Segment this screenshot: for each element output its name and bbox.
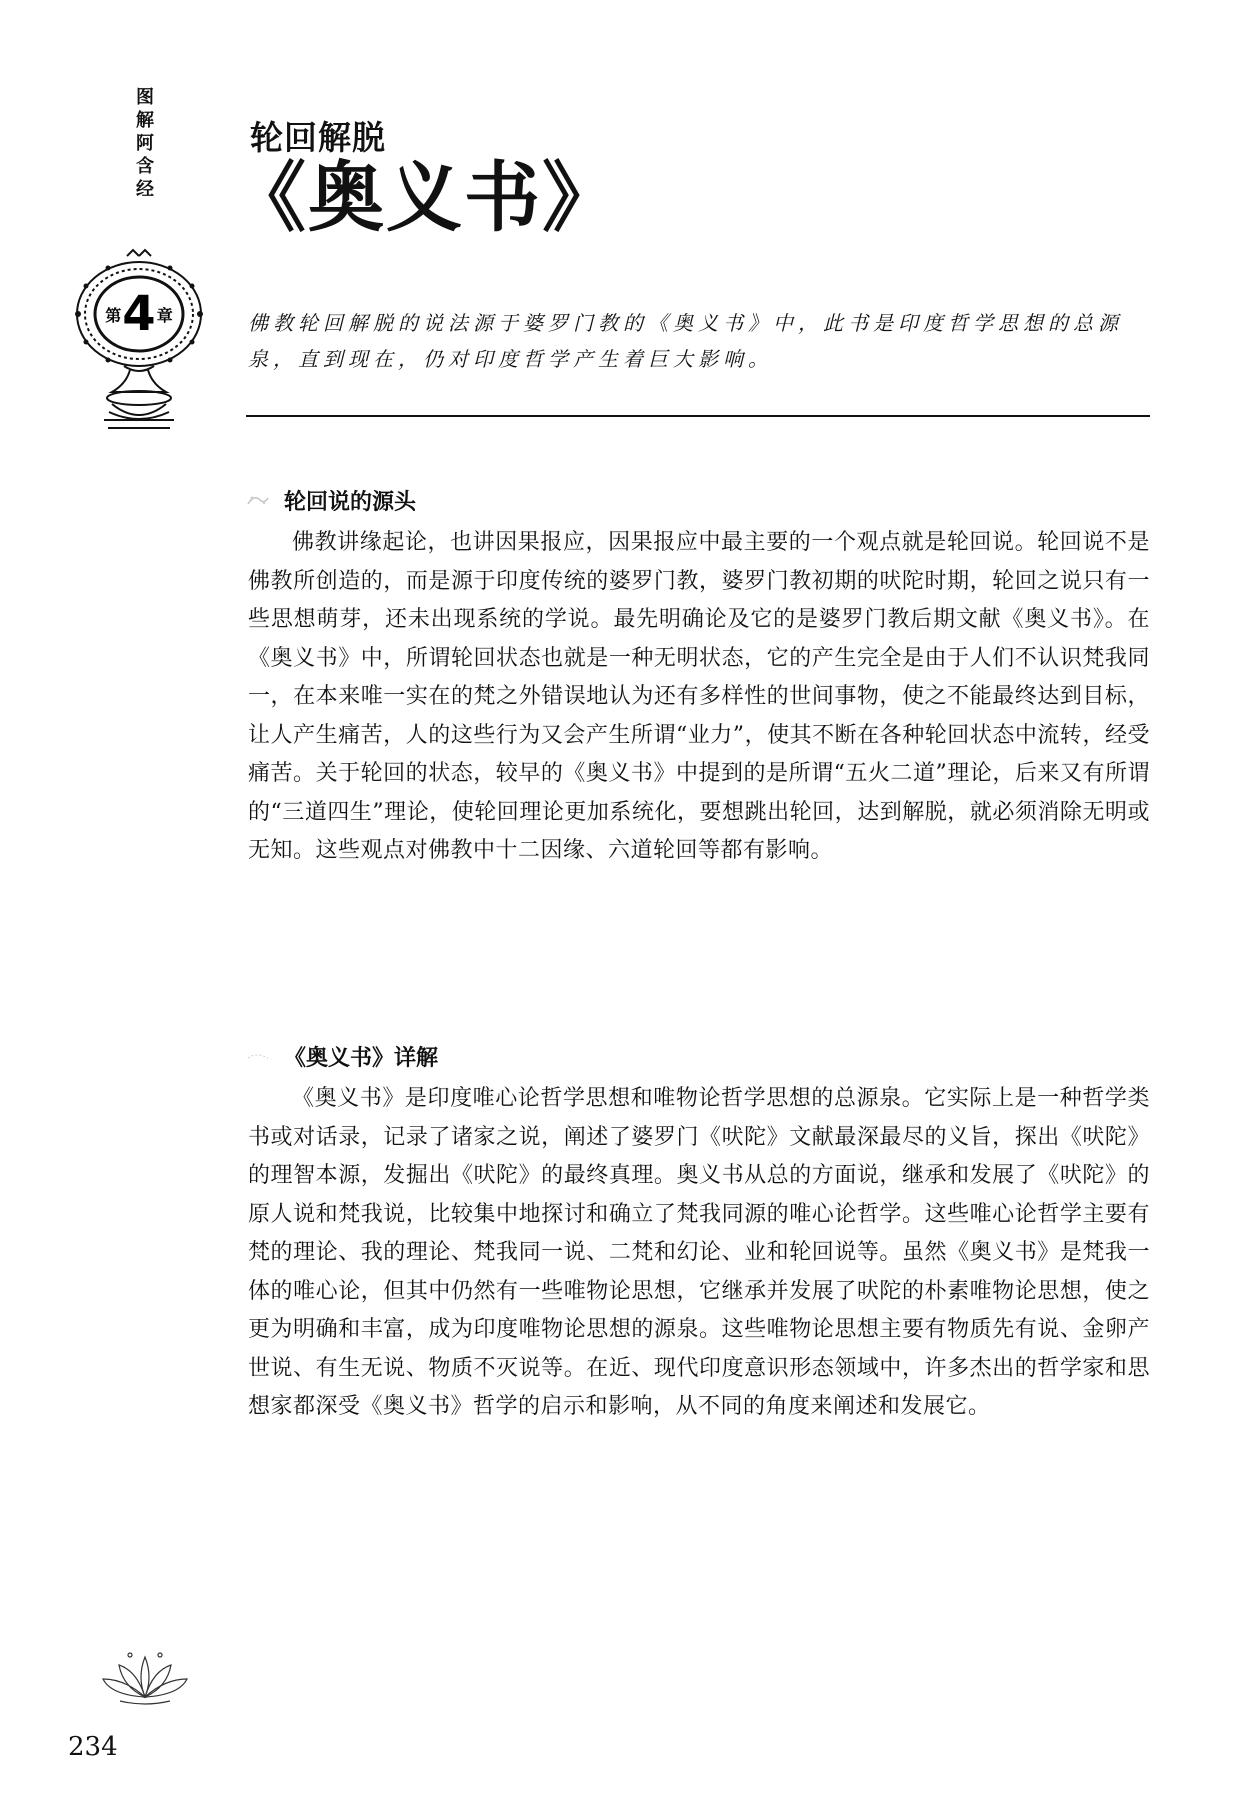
book-title-char: 经 xyxy=(136,179,154,200)
section-body: 《奥义书》是印度唯心论哲学思想和唯物论哲学思想的总源泉。它实际上是一种哲学类书或对话录，记录了诸家之说，阐述了婆罗门《吠陀》文献最深最尽的义旨，探出《吠陀》的理智本源，发掘出《吠陀》的最终真理。奥义书从总的方面说，继承和发展了《吠陀》的原人说和梵我说，比较集中地探讨和确立了梵我同源的唯心论哲学。这些唯心论哲学主要有梵的理论、我的理论、梵我同一说、二梵和幻论、业和轮回说等。虽然《奥义书》是梵我一体的唯心论，但其中仍然有一些唯物论思想，它继承并发展了吠陀的朴素唯物论思想，使之更为明确和丰富，成为印度唯物论思想的源泉。这些唯物论思想主要有物质先有说、金卵产世说、有生无说、物质不灭说等。在近、现代印度意识形态领域中，许多杰出的哲学家和思想家都深受《奥义书》哲学的启示和影响，从不同的角度来阐述和发展它。 xyxy=(248,1086,1150,1419)
section-heading-text: 《奥义书》详解 xyxy=(284,1045,439,1071)
chapter-emblem xyxy=(64,248,214,438)
book-title-char: 阿 xyxy=(136,133,154,154)
book-title-char: 解 xyxy=(136,110,154,131)
intro-paragraph: 佛教轮回解脱的说法源于婆罗门教的《奥义书》中，此书是印度哲学思想的总源泉，直到现在，仍对印度哲学产生着巨大影响。 xyxy=(248,311,1123,371)
chapter-kicker: 轮回解脱 xyxy=(250,118,386,157)
section-body: 佛教讲缘起论，也讲因果报应，因果报应中最主要的一个观点就是轮回说。轮回说不是佛教所创造的，而是源于印度传统的婆罗门教，婆罗门教初期的吠陀时期，轮回之说只有一些思想萌芽，还未出现系统的学说。最先明确论及它的是婆罗门教后期文献《奥义书》。在《奥义书》中，所谓轮回状态也就是一种无明状态，它的产生完全是由于人们不认识梵我同一，在本来唯一实在的梵之外错误地认为还有多样性的世间事物，使之不能最终达到目标，让人产生痛苦，人的这些行为又会产生所谓“业力”，使其不断在各种轮回状态中流转，经受痛苦。关于轮回的状态，较早的《奥义书》中提到的是所谓“五火二道”理论，后来又有所谓的“三道四生”理论，使轮回理论更加系统化，要想跳出轮回，达到解脱，就必须消除无明或无知。这些观点对佛教中十二因缘、六道轮回等都有影响。 xyxy=(248,530,1150,863)
section-heading xyxy=(246,482,1150,518)
page-title: 《奥义书》 xyxy=(230,153,620,242)
section-heading xyxy=(246,1038,1150,1074)
section-marker-icon xyxy=(246,1048,270,1064)
lotus-ornament-icon xyxy=(100,1645,190,1705)
book-title-vertical xyxy=(132,86,158,201)
book-title-char: 含 xyxy=(136,156,154,177)
section-origin xyxy=(248,482,1150,871)
section-marker-icon xyxy=(246,492,270,508)
page-number: 234 xyxy=(68,1732,118,1762)
divider xyxy=(246,415,1150,417)
section-details xyxy=(248,1038,1150,1427)
chapter-number: 4 xyxy=(122,286,156,342)
chapter-badge xyxy=(99,278,179,350)
chapter-prefix: 第 xyxy=(105,305,122,325)
chapter-suffix: 章 xyxy=(156,305,173,325)
book-title-char: 图 xyxy=(136,87,154,108)
section-heading-text: 轮回说的源头 xyxy=(284,489,417,515)
